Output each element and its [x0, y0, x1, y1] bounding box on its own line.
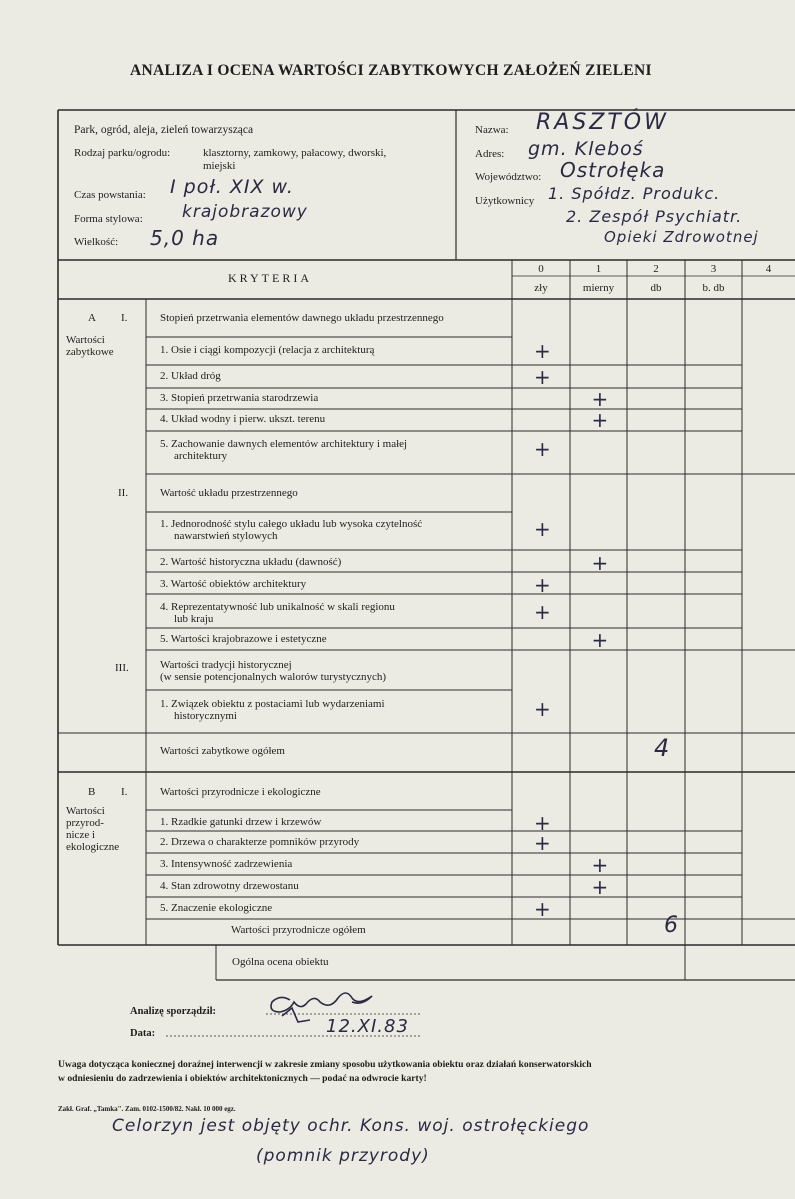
date-label: Data: [130, 1028, 156, 1039]
adres-value: gm. Kleboś [528, 138, 644, 160]
section-b-roman: I. [121, 786, 128, 798]
rodzaj-options-2: miejski [203, 160, 236, 172]
criterion-label: 4. Reprezentatywność lub unikalność w skali regionu [160, 601, 395, 613]
group-a3-heading-2: (w sensie potencjonalnych walorów turystycznych) [160, 671, 387, 683]
group-b1-heading: Wartości przyrodnicze i ekologiczne [160, 786, 321, 798]
nazwa-label: Nazwa: [475, 124, 509, 136]
criterion-label: 1. Rzadkie gatunki drzew i krzewów [160, 816, 322, 828]
rodzaj-options: klasztorny, zamkowy, pałacowy, dworski, [203, 147, 387, 159]
criterion-label: 2. Drzewa o charakterze pomników przyrody [160, 836, 360, 848]
nazwa-value: RASZTÓW [536, 110, 669, 135]
total-b-label: Wartości przyrodnicze ogółem [231, 924, 366, 936]
section-a-roman: I. [121, 312, 128, 324]
score-mark: + [534, 365, 551, 389]
forma-value: krajobrazowy [182, 202, 308, 222]
wojewodztwo-value: Ostrołęka [560, 158, 666, 182]
score-mark: + [534, 517, 551, 541]
forma-label: Forma stylowa: [74, 213, 143, 225]
section-b-label-2: przyrod- [66, 817, 104, 829]
czas-value: I poł. XIX w. [170, 176, 294, 198]
score-mark: + [591, 387, 609, 411]
section-b-label-4: ekologiczne [66, 841, 120, 853]
score-header-num-0: 0 [538, 263, 544, 275]
total-a-label: Wartości zabytkowe ogółem [160, 745, 285, 757]
analysis-label: Analizę sporządził: [130, 1006, 217, 1017]
criterion-label: 2. Wartość historyczna układu (dawność) [160, 556, 342, 568]
total-a-value: 4 [654, 734, 671, 762]
score-mark: + [591, 628, 609, 652]
score-header-label-2: db [650, 282, 662, 294]
criterion-label-cont: lub kraju [174, 613, 214, 625]
printer-line: Zakł. Graf. „Tamka". Zam. 0102-1500/82. Nakł. 10 000 egz. [58, 1105, 236, 1113]
score-header-label-3: b. db [702, 282, 725, 294]
criterion-label: 3. Stopień przetrwania starodrzewia [160, 392, 319, 404]
uzytkownicy-value-1: 1. Spółdz. Produkc. [548, 184, 721, 203]
score-header-num-4: 4 [765, 263, 772, 275]
handwritten-note-2: (pomnik przyrody) [256, 1146, 430, 1166]
score-mark: + [534, 811, 551, 835]
handwritten-note-1: Celorzyn jest objęty ochr. Kons. woj. ostrołęckiego [112, 1116, 590, 1136]
criterion-label-cont: nawarstwień stylowych [174, 530, 278, 542]
score-mark: + [534, 600, 551, 624]
wojewodztwo-label: Województwo: [475, 171, 542, 183]
criterion-label: 5. Wartości krajobrazowe i estetyczne [160, 633, 327, 645]
criterion-label: 1. Osie i ciągi kompozycji (relacja z architekturą [160, 344, 375, 356]
section-a-roman-iii: III. [115, 662, 129, 674]
score-header-num-1: 1 [595, 263, 602, 275]
score-header-label-0: zły [534, 282, 548, 294]
section-a-letter: A [88, 312, 96, 324]
uzytkownicy-label: Użytkownicy [475, 195, 535, 207]
rodzaj-label: Rodzaj parku/ogrodu: [74, 147, 171, 159]
criterion-label-cont: historycznymi [174, 710, 237, 722]
score-mark: + [591, 853, 609, 877]
park-type-line: Park, ogród, aleja, zieleń towarzysząca [74, 124, 254, 136]
score-mark: + [534, 697, 551, 721]
group-a3-heading-1: Wartości tradycji historycznej [160, 659, 292, 671]
note-line-1: Uwaga dotycząca koniecznej doraźnej interwencji w zakresie zmiany sposobu użytkowania obiektu oraz działań konserwatorskich [58, 1059, 592, 1070]
section-b-label-1: Wartości [66, 805, 105, 817]
criterion-label: 1. Jednorodność stylu całego układu lub wysoka czytelność [160, 518, 423, 530]
note-line-2: w odniesieniu do zadrzewienia i obiektów architektonicznych — podać na odwrocie karty! [58, 1073, 427, 1084]
total-b-value: 6 [664, 913, 679, 938]
date-value: 12.XI.83 [326, 1016, 409, 1037]
score-mark: + [591, 875, 609, 899]
section-b-label-3: nicze i [66, 829, 96, 841]
czas-label: Czas powstania: [74, 189, 146, 201]
uzytkownicy-value-2: 2. Zespół Psychiatr. [566, 207, 743, 226]
score-mark: + [534, 573, 551, 597]
score-header-num-3: 3 [710, 263, 717, 275]
criterion-label: 1. Związek obiektu z postaciami lub wydarzeniami [160, 698, 385, 710]
overall-label: Ogólna ocena obiektu [232, 956, 329, 968]
section-a-roman-ii: II. [118, 487, 129, 499]
score-mark: + [534, 897, 551, 921]
score-mark: + [534, 831, 551, 855]
criterion-label: 5. Zachowanie dawnych elementów architektury i małej [160, 438, 408, 450]
criterion-label: 5. Znaczenie ekologiczne [160, 902, 273, 914]
criterion-label: 2. Układ dróg [160, 370, 221, 382]
score-mark: + [591, 408, 609, 432]
score-header-num-2: 2 [653, 263, 659, 275]
group-a1-heading: Stopień przetrwania elementów dawnego układu przestrzennego [160, 312, 444, 324]
section-a-label-2: zabytkowe [66, 346, 114, 358]
criterion-label: 3. Wartość obiektów architektury [160, 578, 307, 590]
criterion-label: 4. Stan zdrowotny drzewostanu [160, 880, 299, 892]
score-header-label-1: mierny [582, 282, 615, 294]
score-mark: + [534, 339, 551, 363]
criterion-label: 3. Intensywność zadrzewienia [160, 858, 293, 870]
section-b-letter: B [88, 786, 96, 798]
adres-label: Adres: [475, 148, 505, 160]
score-mark: + [591, 551, 609, 575]
section-a-label-1: Wartości [66, 334, 105, 346]
uzytkownicy-value-3: Opieki Zdrowotnej [604, 228, 759, 246]
form-title: ANALIZA I OCENA WARTOŚCI ZABYTKOWYCH ZAŁOŻEŃ ZIELENI [130, 62, 652, 79]
score-mark: + [534, 437, 551, 461]
kryteria-heading: KRYTERIA [228, 271, 312, 285]
wielkosc-label: Wielkość: [74, 236, 119, 248]
group-a2-heading: Wartość układu przestrzennego [160, 487, 298, 499]
criterion-label-cont: architektury [174, 450, 228, 462]
criterion-label: 4. Układ wodny i pierw. ukszt. terenu [160, 413, 326, 425]
wielkosc-value: 5,0 ha [150, 226, 220, 250]
